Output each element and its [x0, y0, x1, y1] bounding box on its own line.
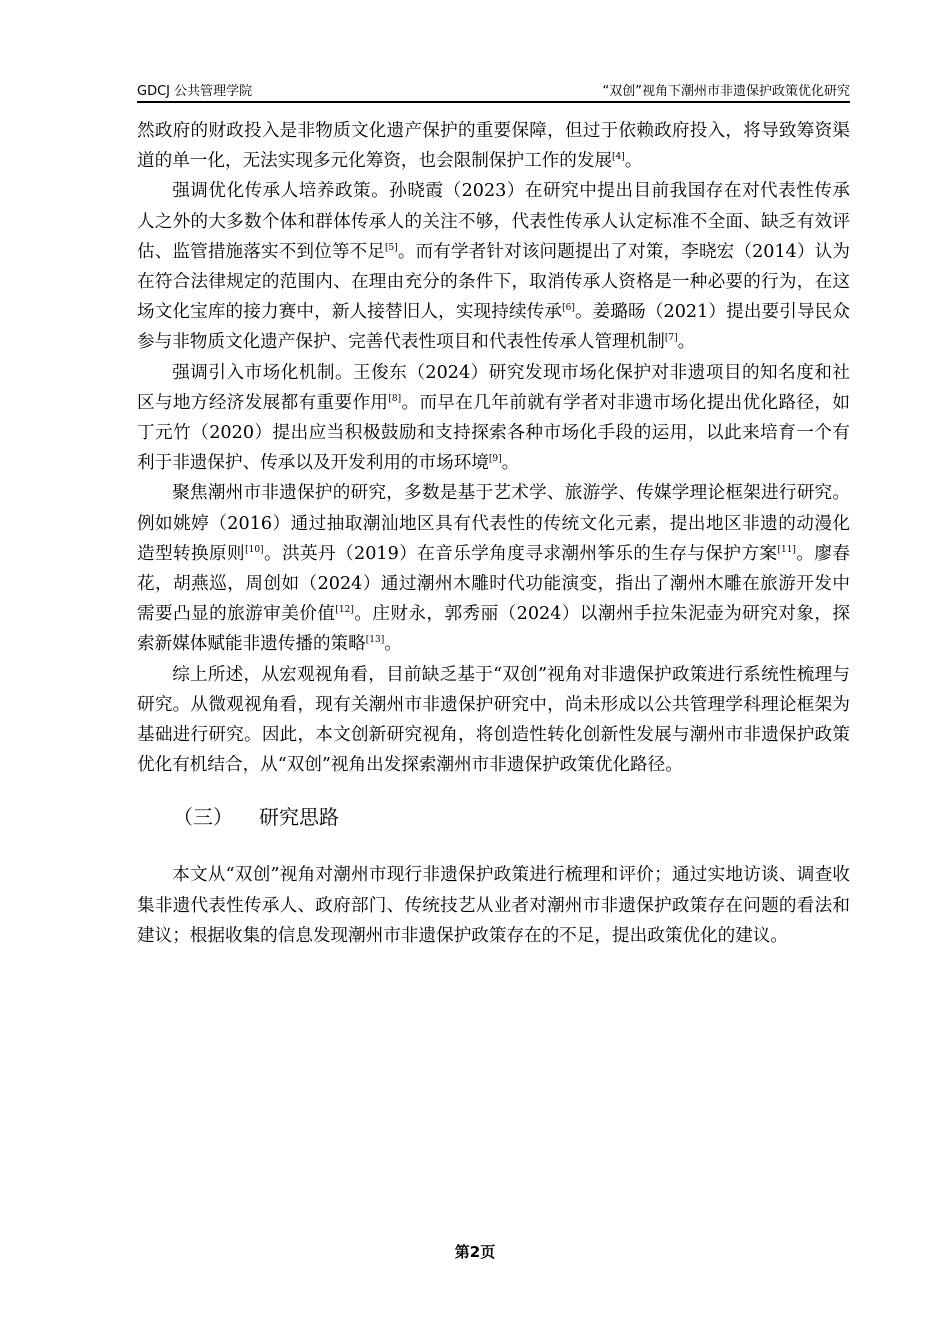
citation: [4] — [612, 152, 625, 163]
header-right: “双创”视角下潮州市非遗保护政策优化研究 — [602, 83, 850, 99]
paragraph-2: 强调优化传承人培养政策。孙晓霞（2023）在研究中提出目前我国存在对代表性传承人之外的大多数个体和群体传承人的关注不够，代表性传承人认定标准不全面、缺乏有效评估、监管措施落实不到位等不足[5]。而有学者针对该问题提出了对策，李晓宏（2014）认为在符合法律规定的范围内、在理由充分的条件下，取消传承人资格是一种必要的行为，在这场文化宝库的接力赛中，新人接替旧人，实现持续传承[6]。姜璐旸（2021）提出要引导民众参与非物质文化遗产保护、完善代表性项目和代表性传承人管理机制[7]。 — [137, 181, 850, 353]
section-number: （三） — [173, 805, 233, 830]
citation: [8] — [388, 393, 402, 404]
document-body — [137, 116, 850, 951]
section-title: 研究思路 — [259, 805, 339, 830]
paragraph-5: 综上所述，从宏观视角看，目前缺乏基于“双创”视角对非遗保护政策进行系统性梳理与研究。从微观视角看，现有关潮州市非遗保护研究中，尚未形成以公共管理学科理论框架为基础进行研究。因此，本文创新研究视角，将创造性转化创新性发展与潮州市非遗保护政策优化有机结合，从“双创”视角出发探索潮州市非遗保护政策优化路径。 — [137, 664, 850, 776]
citation: [11] — [777, 544, 796, 555]
header-rule — [137, 101, 850, 103]
page-number: 第2页 — [454, 1243, 496, 1261]
citation: [12] — [335, 605, 354, 616]
citation: [10] — [245, 544, 264, 555]
paragraph-4: 聚焦潮州市非遗保护的研究，多数是基于艺术学、旅游学、传媒学理论框架进行研究。例如姚婷（2016）通过抽取潮汕地区具有代表性的传统文化元素，提出地区非遗的动漫化造型转换原则[10]。洪英丹（2019）在音乐学角度寻求潮州筝乐的生存与保护方案[11]。廖春花，胡燕巡，周创如（2024）通过潮州木雕时代功能演变，指出了潮州木雕在旅游开发中需要凸显的旅游审美价值[12]。庄财永，郭秀丽（2024）以潮州手拉朱泥壶为研究对象，探索新媒体赋能非遗传播的策略[13]。 — [137, 483, 850, 655]
citation: [5] — [384, 242, 398, 253]
citation: [13] — [365, 635, 385, 646]
citation: [7] — [664, 333, 678, 344]
citation: [9] — [488, 454, 502, 465]
paragraph-3: 强调引入市场化机制。王俊东（2024）研究发现市场化保护对非遗项目的知名度和社区与地方经济发展都有重要作用[8]。而早在几年前就有学者对非遗市场化提出优化路径，如丁元竹（2020）提出应当积极鼓励和支持探索各种市场化手段的运用，以此来培育一个有利于非遗保护、传承以及开发利用的市场环境[9]。 — [137, 362, 850, 474]
section-paragraph: 本文从“双创”视角对潮州市现行非遗保护政策进行梳理和评价；通过实地访谈、调查收集非遗代表性传承人、政府部门、传统技艺从业者对潮州市非遗保护政策存在问题的看法和建议；根据收集的信息发现潮州市非遗保护政策存在的不足，提出政策优化的建议。 — [137, 865, 850, 946]
page-header — [137, 78, 850, 100]
section-heading — [137, 802, 850, 832]
paragraph-1: 然政府的财政投入是非物质文化遗产保护的重要保障，但过于依赖政府投入，将导致筹资渠道的单一化，无法实现多元化筹资，也会限制保护工作的发展[4]。 — [137, 121, 850, 172]
header-left: GDCJ 公共管理学院 — [137, 83, 253, 99]
citation: [6] — [562, 303, 575, 314]
